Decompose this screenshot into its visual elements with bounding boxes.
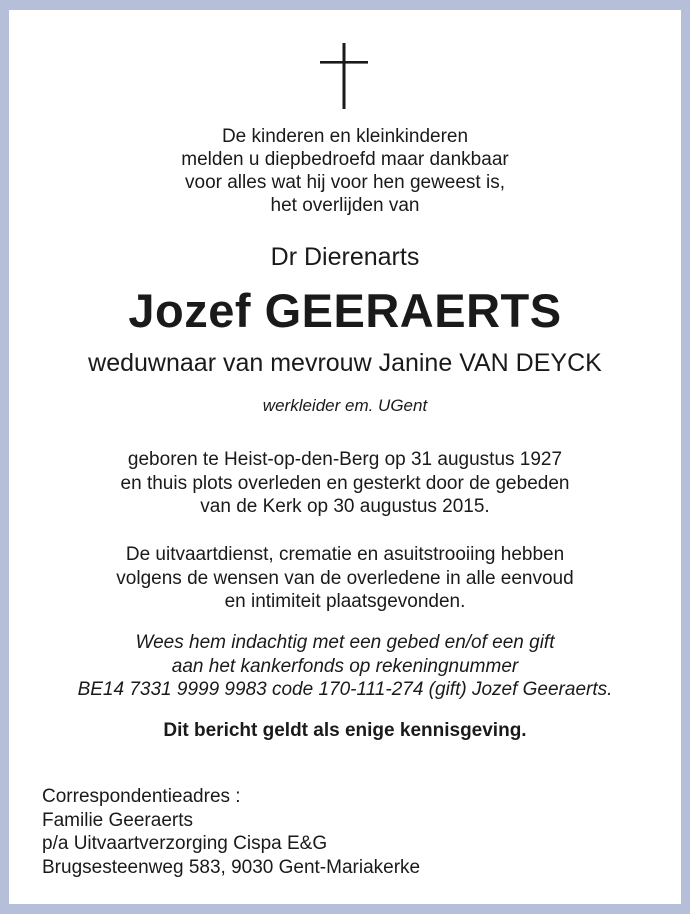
funeral-paragraph xyxy=(9,543,681,614)
paragraph-line: BE14 7331 9999 9983 code 170-111-274 (gift) Jozef Geeraerts. xyxy=(77,679,613,700)
paragraph-line: aan het kankerfonds op rekeningnummer xyxy=(171,655,519,677)
paragraph-line: en intimiteit plaatsgevonden. xyxy=(224,591,466,612)
correspondence-address xyxy=(42,785,420,879)
deceased-name: Jozef GEERAERTS xyxy=(128,284,562,337)
address-line: Brugsesteenweg 583, 9030 Gent-Mariakerke xyxy=(42,856,421,878)
address-line: p/a Uitvaartverzorging Cispa E&G xyxy=(42,833,328,854)
cross-icon xyxy=(320,43,368,109)
paragraph-line: en thuis plots overleden en gesterkt door de gebeden xyxy=(120,472,570,494)
obituary-card xyxy=(9,10,681,904)
deceased-title: Dr Dierenarts xyxy=(270,243,420,271)
paragraph-line: De uitvaartdienst, crematie en asuitstrooiing hebben xyxy=(125,544,565,565)
address-line: Familie Geeraerts xyxy=(42,809,193,831)
intro-line: De kinderen en kleinkinderen xyxy=(221,126,469,147)
intro-line: voor alles wat hij voor hen geweest is, xyxy=(185,172,505,193)
address-line: Correspondentieadres : xyxy=(42,786,241,807)
donation-paragraph xyxy=(9,631,681,702)
intro-line: melden u diepbedroefd maar dankbaar xyxy=(181,149,509,170)
paragraph-line: geboren te Heist-op-den-Berg op 31 augustus 1927 xyxy=(127,449,563,470)
notice-text: Dit bericht geldt als enige kennisgeving. xyxy=(163,720,527,741)
birth-death-paragraph xyxy=(9,448,681,519)
paragraph-line: van de Kerk op 30 augustus 2015. xyxy=(200,496,490,517)
paragraph-line: volgens de wensen van de overledene in alle eenvoud xyxy=(116,567,574,589)
widow-line: weduwnaar van mevrouw Janine VAN DEYCK xyxy=(88,349,602,377)
intro-line: het overlijden van xyxy=(270,195,420,216)
paragraph-line: Wees hem indachtig met een gebed en/of een gift xyxy=(135,632,555,653)
deceased-role: werkleider em. UGent xyxy=(262,396,428,415)
intro-text xyxy=(9,125,681,217)
